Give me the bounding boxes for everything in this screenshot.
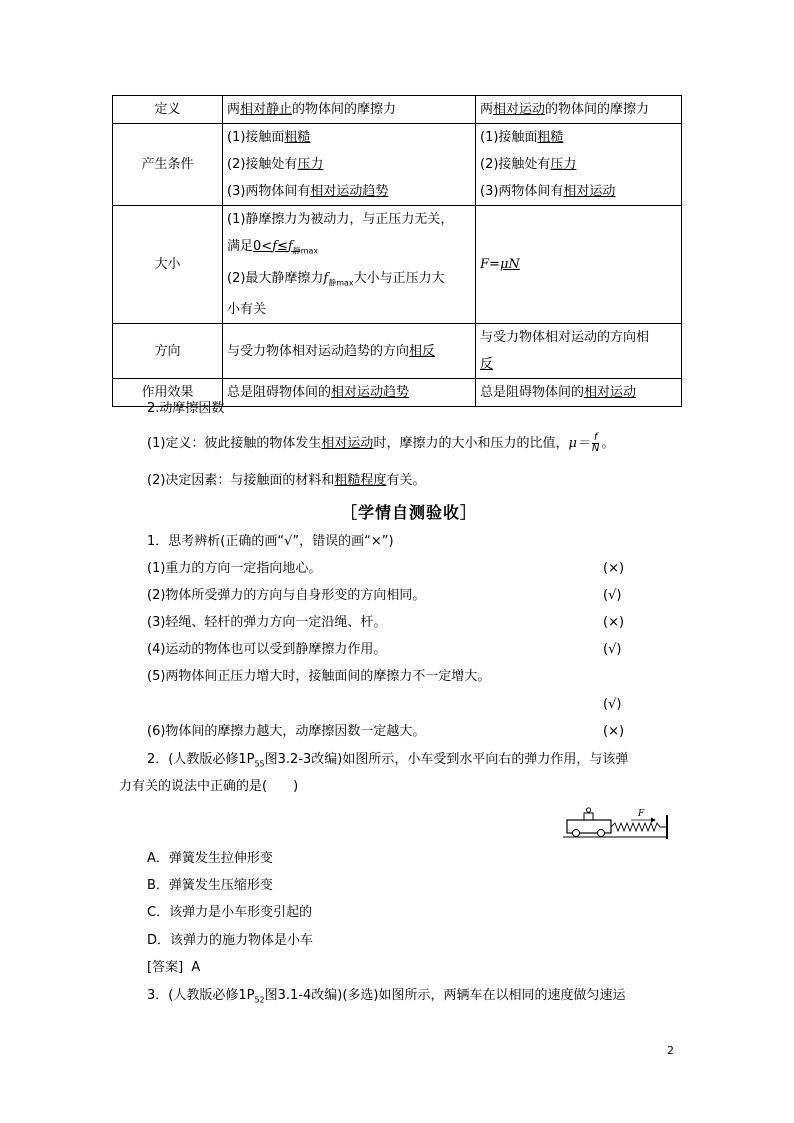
statement-6: (6)物体间的摩擦力越大，动摩擦因数一定越大。	[147, 724, 426, 739]
spring	[611, 823, 666, 831]
cart-load-ring	[586, 808, 590, 812]
self-test-title: ［学情自测验收］	[341, 503, 478, 522]
statement-1: (1)重力的方向一定指向地心。	[147, 561, 322, 576]
static-conditions: (1)接触面粗糙 (2)接触处有压力 (3)两物体间有相对运动趋势	[223, 124, 476, 206]
section-heading: 2.动摩擦因数	[147, 401, 225, 416]
judgement-mark-4: (√)	[603, 642, 622, 657]
statement-4: (4)运动的物体也可以受到静摩擦力作用。	[147, 642, 387, 657]
statement-3: (3)轻绳、轻杆的弹力方向一定沿绳、杆。	[147, 615, 387, 630]
judgement-mark-2: (√)	[603, 588, 622, 603]
row-label: 定义	[113, 96, 223, 124]
question-3-line-1: 3．(人教版必修$1P_{52}$图3.1-4改编)(多选)如图所示，两辆车在以相同的速度做匀速运	[147, 988, 626, 1005]
force-arrow-head	[651, 818, 656, 823]
option-c: C．该弹力是小车形变引起的	[147, 905, 313, 920]
table-row-direction	[113, 324, 682, 379]
answer-label: [答案]	[147, 960, 184, 975]
row-label: 方向	[113, 324, 223, 379]
cart-wheel-right	[598, 830, 605, 837]
option-a: A．弹簧发生拉伸形变	[147, 851, 273, 866]
judgement-mark-1: (×)	[603, 561, 625, 576]
judgement-mark-6: (×)	[603, 724, 625, 739]
option-d: D．该弹力的施力物体是小车	[147, 933, 314, 948]
judgement-mark-5: (√)	[603, 697, 622, 712]
friction-coefficient-definition: (1)定义：彼此接触的物体发生相对运动时，摩擦力的大小和压力的比值，μ＝ $\frac{f}{N}$ 。	[147, 432, 615, 454]
statement-5: (5)两物体间正压力增大时，接触面间的摩擦力不一定增大。	[147, 669, 491, 684]
cart-wheel-left	[573, 830, 580, 837]
option-b: B．弹簧发生压缩形变	[147, 878, 273, 893]
row-label: 作用效果	[113, 379, 223, 407]
page-number: 2	[667, 1044, 674, 1057]
kinetic-definition: 两相对运动的物体间的摩擦力	[476, 96, 682, 124]
cart-load	[584, 813, 593, 820]
answer-value: A	[191, 960, 201, 975]
fraction: $\frac{f}{N}$	[591, 432, 600, 454]
kinetic-conditions: (1)接触面粗糙 (2)接触处有压力 (3)两物体间有相对运动	[476, 124, 682, 206]
kinetic-direction: 与受力物体相对运动的方向相 反	[476, 324, 682, 379]
answer	[147, 958, 200, 978]
question-2-line-2: 力有关的说法中正确的是( )	[119, 779, 299, 794]
friction-coefficient-factors: (2)决定因素：与接触面的材料和粗糙程度有关。	[147, 473, 426, 488]
table-row-conditions	[113, 124, 682, 206]
static-magnitude: (1)静摩擦力为被动力，与正压力无关， 满足$0<f\le f_{静max}$ (2)最大静摩擦力$f_{静max}$大小与正压力大 小有关	[223, 206, 476, 324]
question-1-intro: 1．思考辨析(正确的画“√”，错误的画“×”)	[147, 534, 394, 549]
table-row-magnitude	[113, 206, 682, 324]
judgement-mark-3: (×)	[603, 615, 625, 630]
cart-spring-figure	[563, 806, 675, 842]
kinetic-effect: 总是阻碍物体间的相对运动	[476, 379, 682, 407]
static-direction: 与受力物体相对运动趋势的方向相反	[223, 324, 476, 379]
static-effect: 总是阻碍物体间的相对运动趋势	[223, 379, 476, 407]
statement-2: (2)物体所受弹力的方向与自身形变的方向相同。	[147, 588, 426, 603]
row-label: 产生条件	[113, 124, 223, 206]
kinetic-magnitude: F=μN	[476, 206, 682, 324]
row-label: 大小	[113, 206, 223, 324]
friction-comparison-table	[112, 95, 682, 407]
table-row-definition	[113, 96, 682, 124]
question-2-line-1: 2．(人教版必修$1P_{55}$图3.2-3改编)如图所示，小车受到水平向右的弹力作用，与该弹	[147, 752, 629, 769]
force-label: F	[638, 809, 645, 819]
static-definition: 两相对静止的物体间的摩擦力	[223, 96, 476, 124]
